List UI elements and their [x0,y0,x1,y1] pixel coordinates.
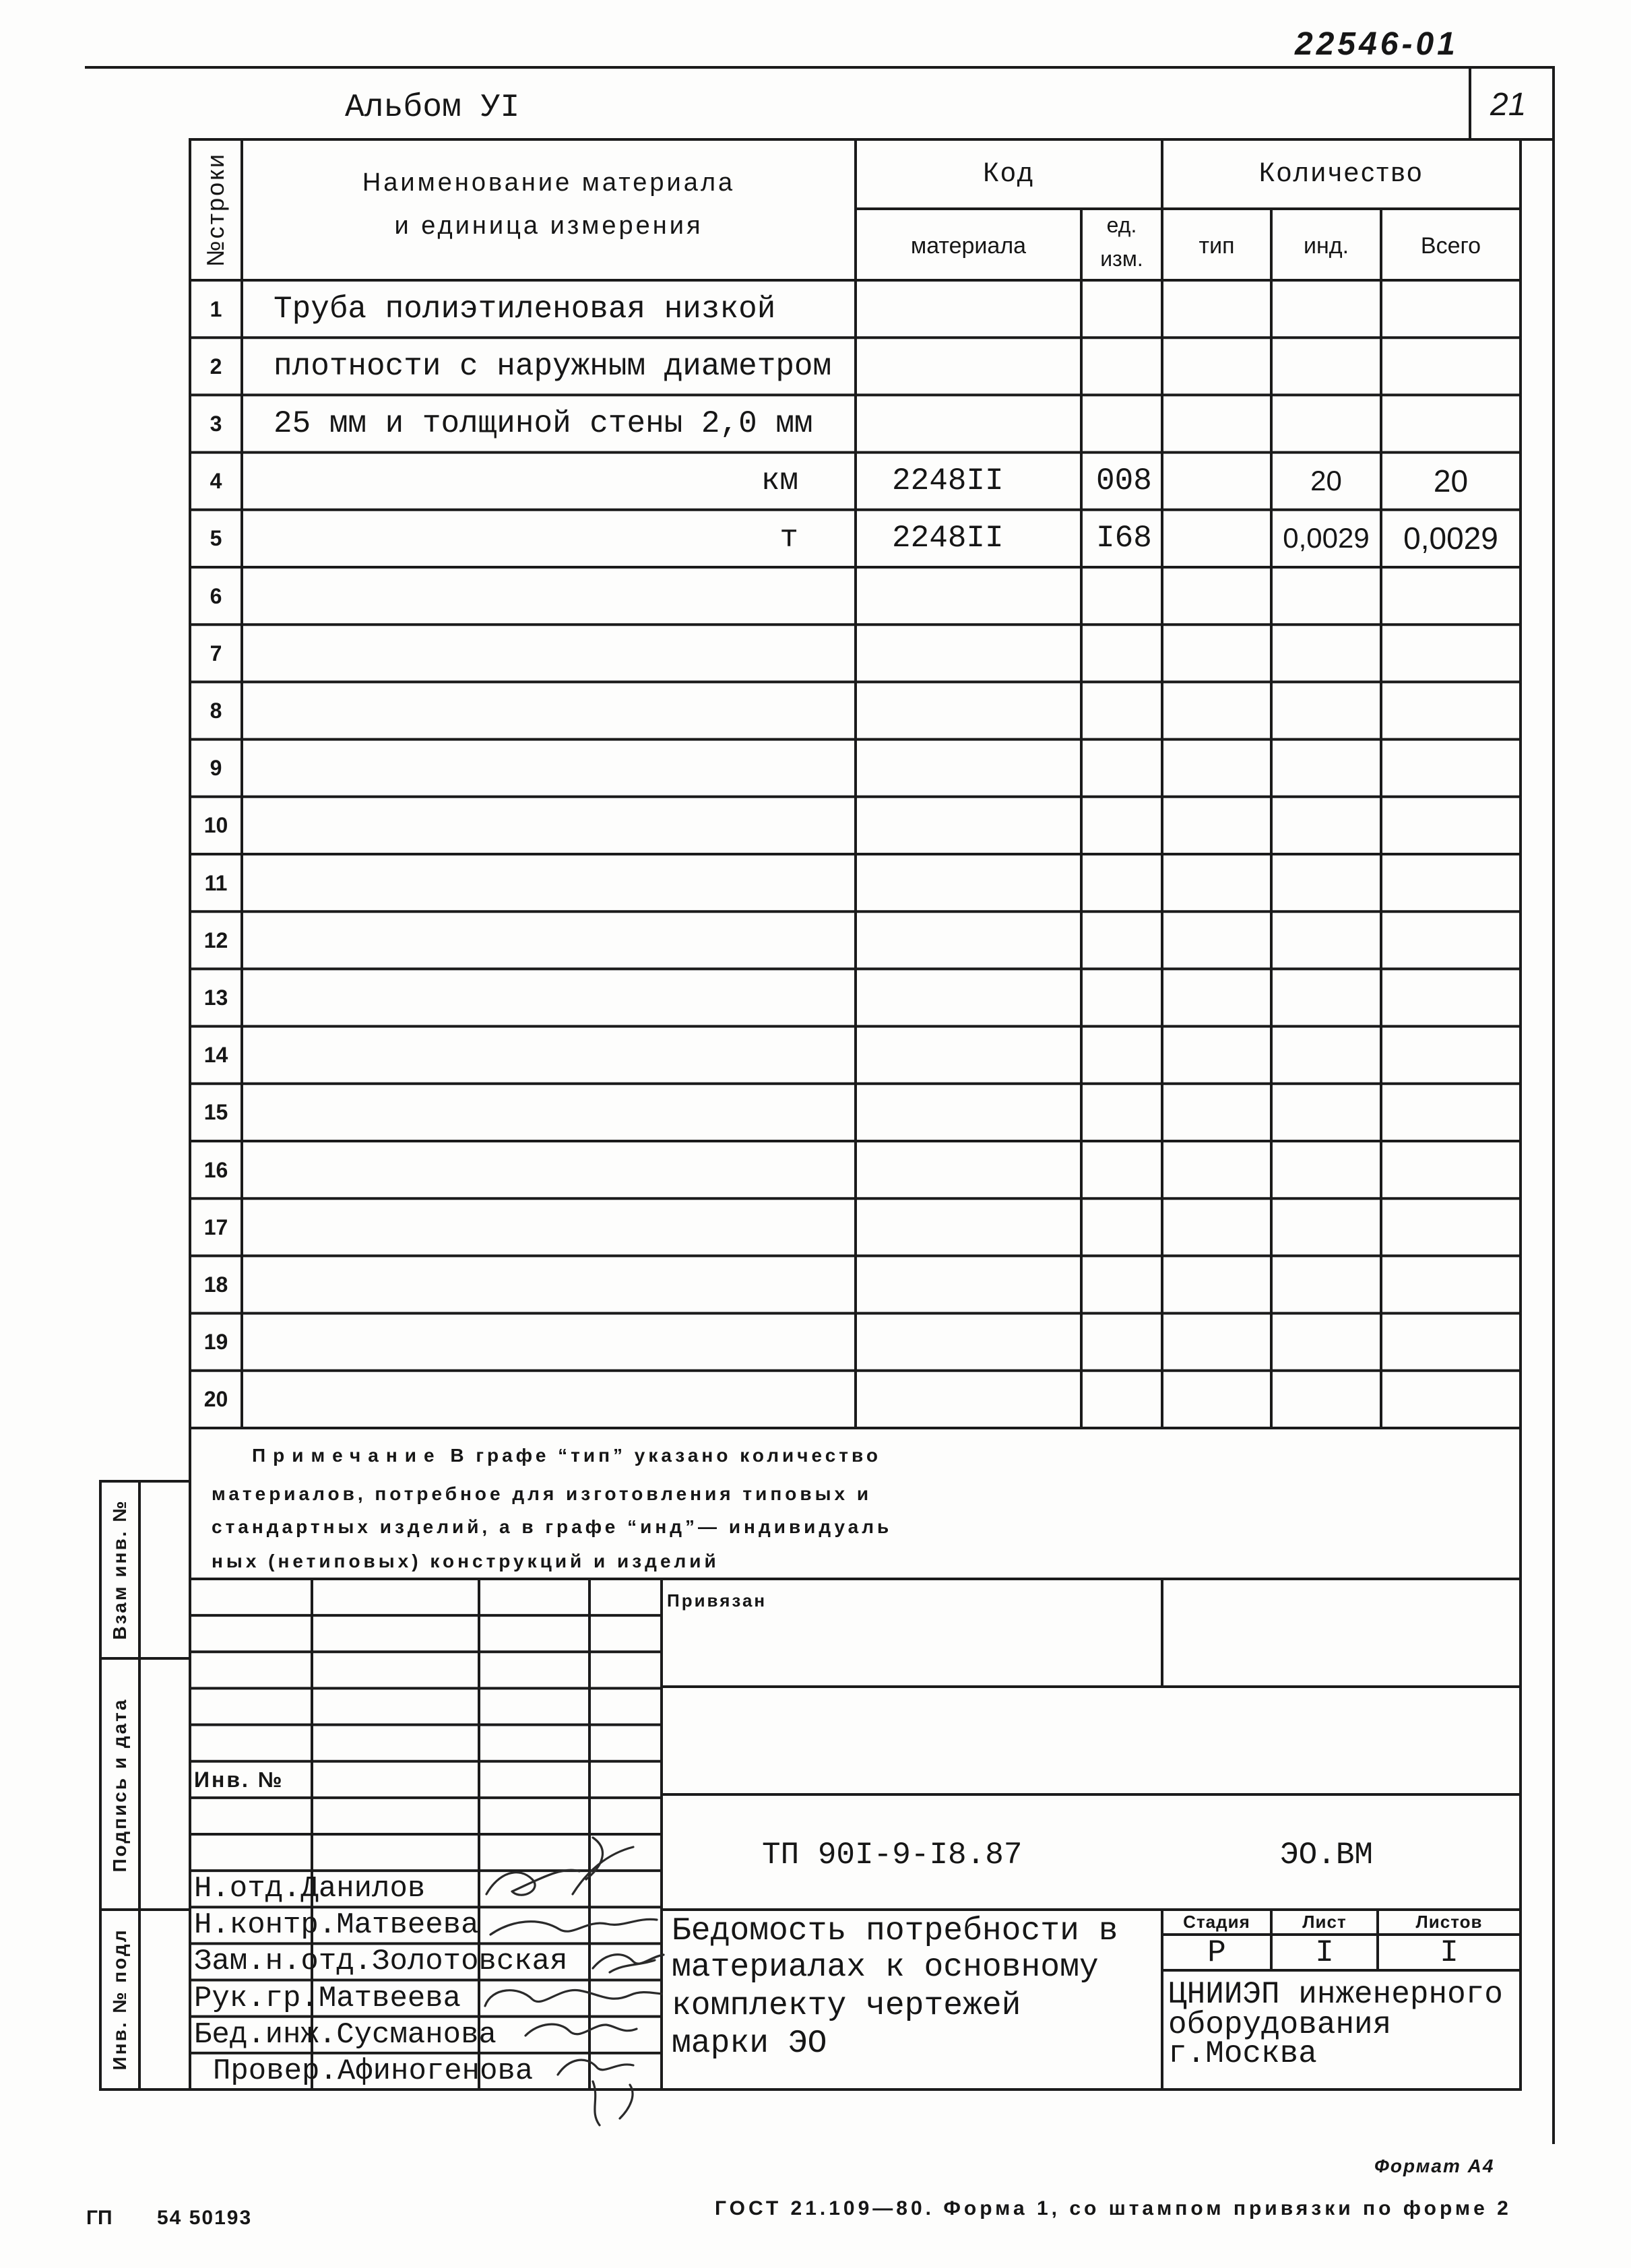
row-unit-code: 008 [1096,463,1152,499]
sheet-value: I [1315,1935,1334,1970]
signatory-name: Золотовская [372,1945,568,1979]
row-number: 12 [203,928,228,952]
signatory-row [194,1945,568,1979]
header-qty-type: тип [1198,233,1235,259]
header-unit-line2: изм. [1100,247,1143,271]
signatory-name: Афиногенова [337,2054,534,2088]
stage-value: Р [1207,1935,1226,1970]
row-number: 17 [203,1214,228,1239]
signatory-name: Матвеева [336,1908,479,1943]
header-code-material: материала [910,233,1027,259]
row-number: 14 [203,1043,228,1068]
header-row-number: №строки [201,152,229,267]
signatory-role: Провер. [213,2054,338,2088]
row-number: 7 [210,641,222,666]
sheet-format: Формат А4 [1374,2156,1495,2176]
row-qty-ind: 20 [1310,465,1342,497]
row-material-code: 2248II [892,521,1004,556]
row-number: 13 [203,985,228,1010]
row-number: 20 [203,1387,228,1412]
signatory-role: Н.отд. [194,1872,301,1906]
organization-line: оборудования [1168,2007,1392,2042]
header-unit-line1: ед. [1106,213,1137,237]
document-title-line: марки ЭО [672,2026,827,2062]
note-text-1: В графе “тип” указано количество [450,1445,881,1466]
album-title: Альбом УI [345,90,520,126]
signatory-row [194,2017,497,2052]
signatory-role: Зам.н.отд. [194,1945,373,1979]
row-number: 8 [210,699,222,723]
row-qty-total: 0,0029 [1403,521,1498,556]
row-number: 3 [210,412,222,436]
signatory-role: Н.контр. [194,1908,337,1943]
signatory-row [213,2056,533,2086]
note-label: Примечание [252,1445,442,1466]
row-number: 10 [203,813,228,838]
note-line-4: ных (нетиповых) конструкций и изделий [212,1551,719,1572]
row-number: 4 [210,469,222,494]
signatory-row [194,1981,461,2015]
header-name-line1: Наименование материала [362,168,736,197]
row-material-name: Труба полиэтиленовая низкой [274,291,776,327]
standard-reference: ГОСТ 21.109—80. Форма 1, со штампом привязки по форме 2 [715,2197,1512,2220]
project-code: ТП 90I-9-I8.87 [762,1838,1023,1873]
row-number: 11 [204,870,228,895]
margin-label-replacement: Взам инв. № [109,1499,130,1640]
row-material-name: 25 мм и толщиной стены 2,0 мм [274,406,813,441]
sheets-value: I [1440,1935,1459,1970]
row-qty-total: 20 [1433,463,1469,499]
row-number: 15 [203,1100,228,1125]
note-line-2: материалов, потребное для изготовления типовых и [212,1483,872,1504]
sheet-label: Лист [1302,1912,1347,1932]
signatory-role: Бед.инж. [194,2017,337,2052]
attached-label: Привязан [667,1590,767,1611]
header-name-line2: и единица измерения [394,212,703,240]
note-line-3: стандартных изделий, а в графе “инд”— индивидуаль [212,1516,893,1537]
inventory-label: Инв. № [194,1768,284,1792]
archive-prefix: ГП [86,2207,113,2229]
row-number: 2 [210,354,222,379]
signatory-role: Рук.гр. [194,1981,319,2015]
row-unit-code: I68 [1096,521,1152,556]
header-qty-total: Всего [1420,233,1481,259]
row-number: 16 [203,1157,228,1182]
header-quantity: Количество [1258,158,1424,187]
row-number: 1 [210,296,222,321]
margin-label-signature-date: Подпись и дата [109,1697,130,1873]
row-unit: т [779,521,798,556]
sheets-label: Листов [1415,1912,1483,1932]
signatory-row [194,1874,425,1904]
document-title-line: Бедомость потребности в [672,1913,1118,1949]
document-title-line: комплекту чертежей [672,1988,1021,2024]
sheet-number: 21 [1490,87,1527,123]
row-number: 18 [203,1272,228,1297]
signatory-name: Сусманова [336,2017,497,2052]
margin-label-original-inv: Инв. № подл [109,1928,130,2071]
row-material-code: 2248II [892,463,1004,499]
stage-label: Стадия [1183,1912,1250,1932]
row-material-name: плотности с наружным диаметром [274,348,832,384]
archive-number: 54 50193 [157,2207,253,2229]
signatory-name: Матвеева [318,1981,461,2015]
row-qty-ind: 0,0029 [1283,522,1370,554]
signatory-name: Данилов [300,1872,426,1906]
row-number: 9 [210,756,222,781]
header-code: Код [982,158,1035,187]
row-number: 5 [210,526,222,551]
organization-line: ЦНИИЭП инженерного [1168,1977,1503,2012]
row-number: 6 [210,583,222,608]
row-unit: км [761,463,798,499]
document-title-line: материалах к основному [672,1949,1099,1986]
note-line-1 [252,1446,881,1465]
header-qty-ind: инд. [1303,233,1349,259]
organization-line: г.Москва [1168,2036,1317,2071]
drawing-mark: ЭО.ВМ [1280,1838,1374,1873]
row-number: 19 [203,1330,228,1355]
signatory-row [194,1908,479,1943]
document-number: 22546-01 [1295,26,1459,62]
